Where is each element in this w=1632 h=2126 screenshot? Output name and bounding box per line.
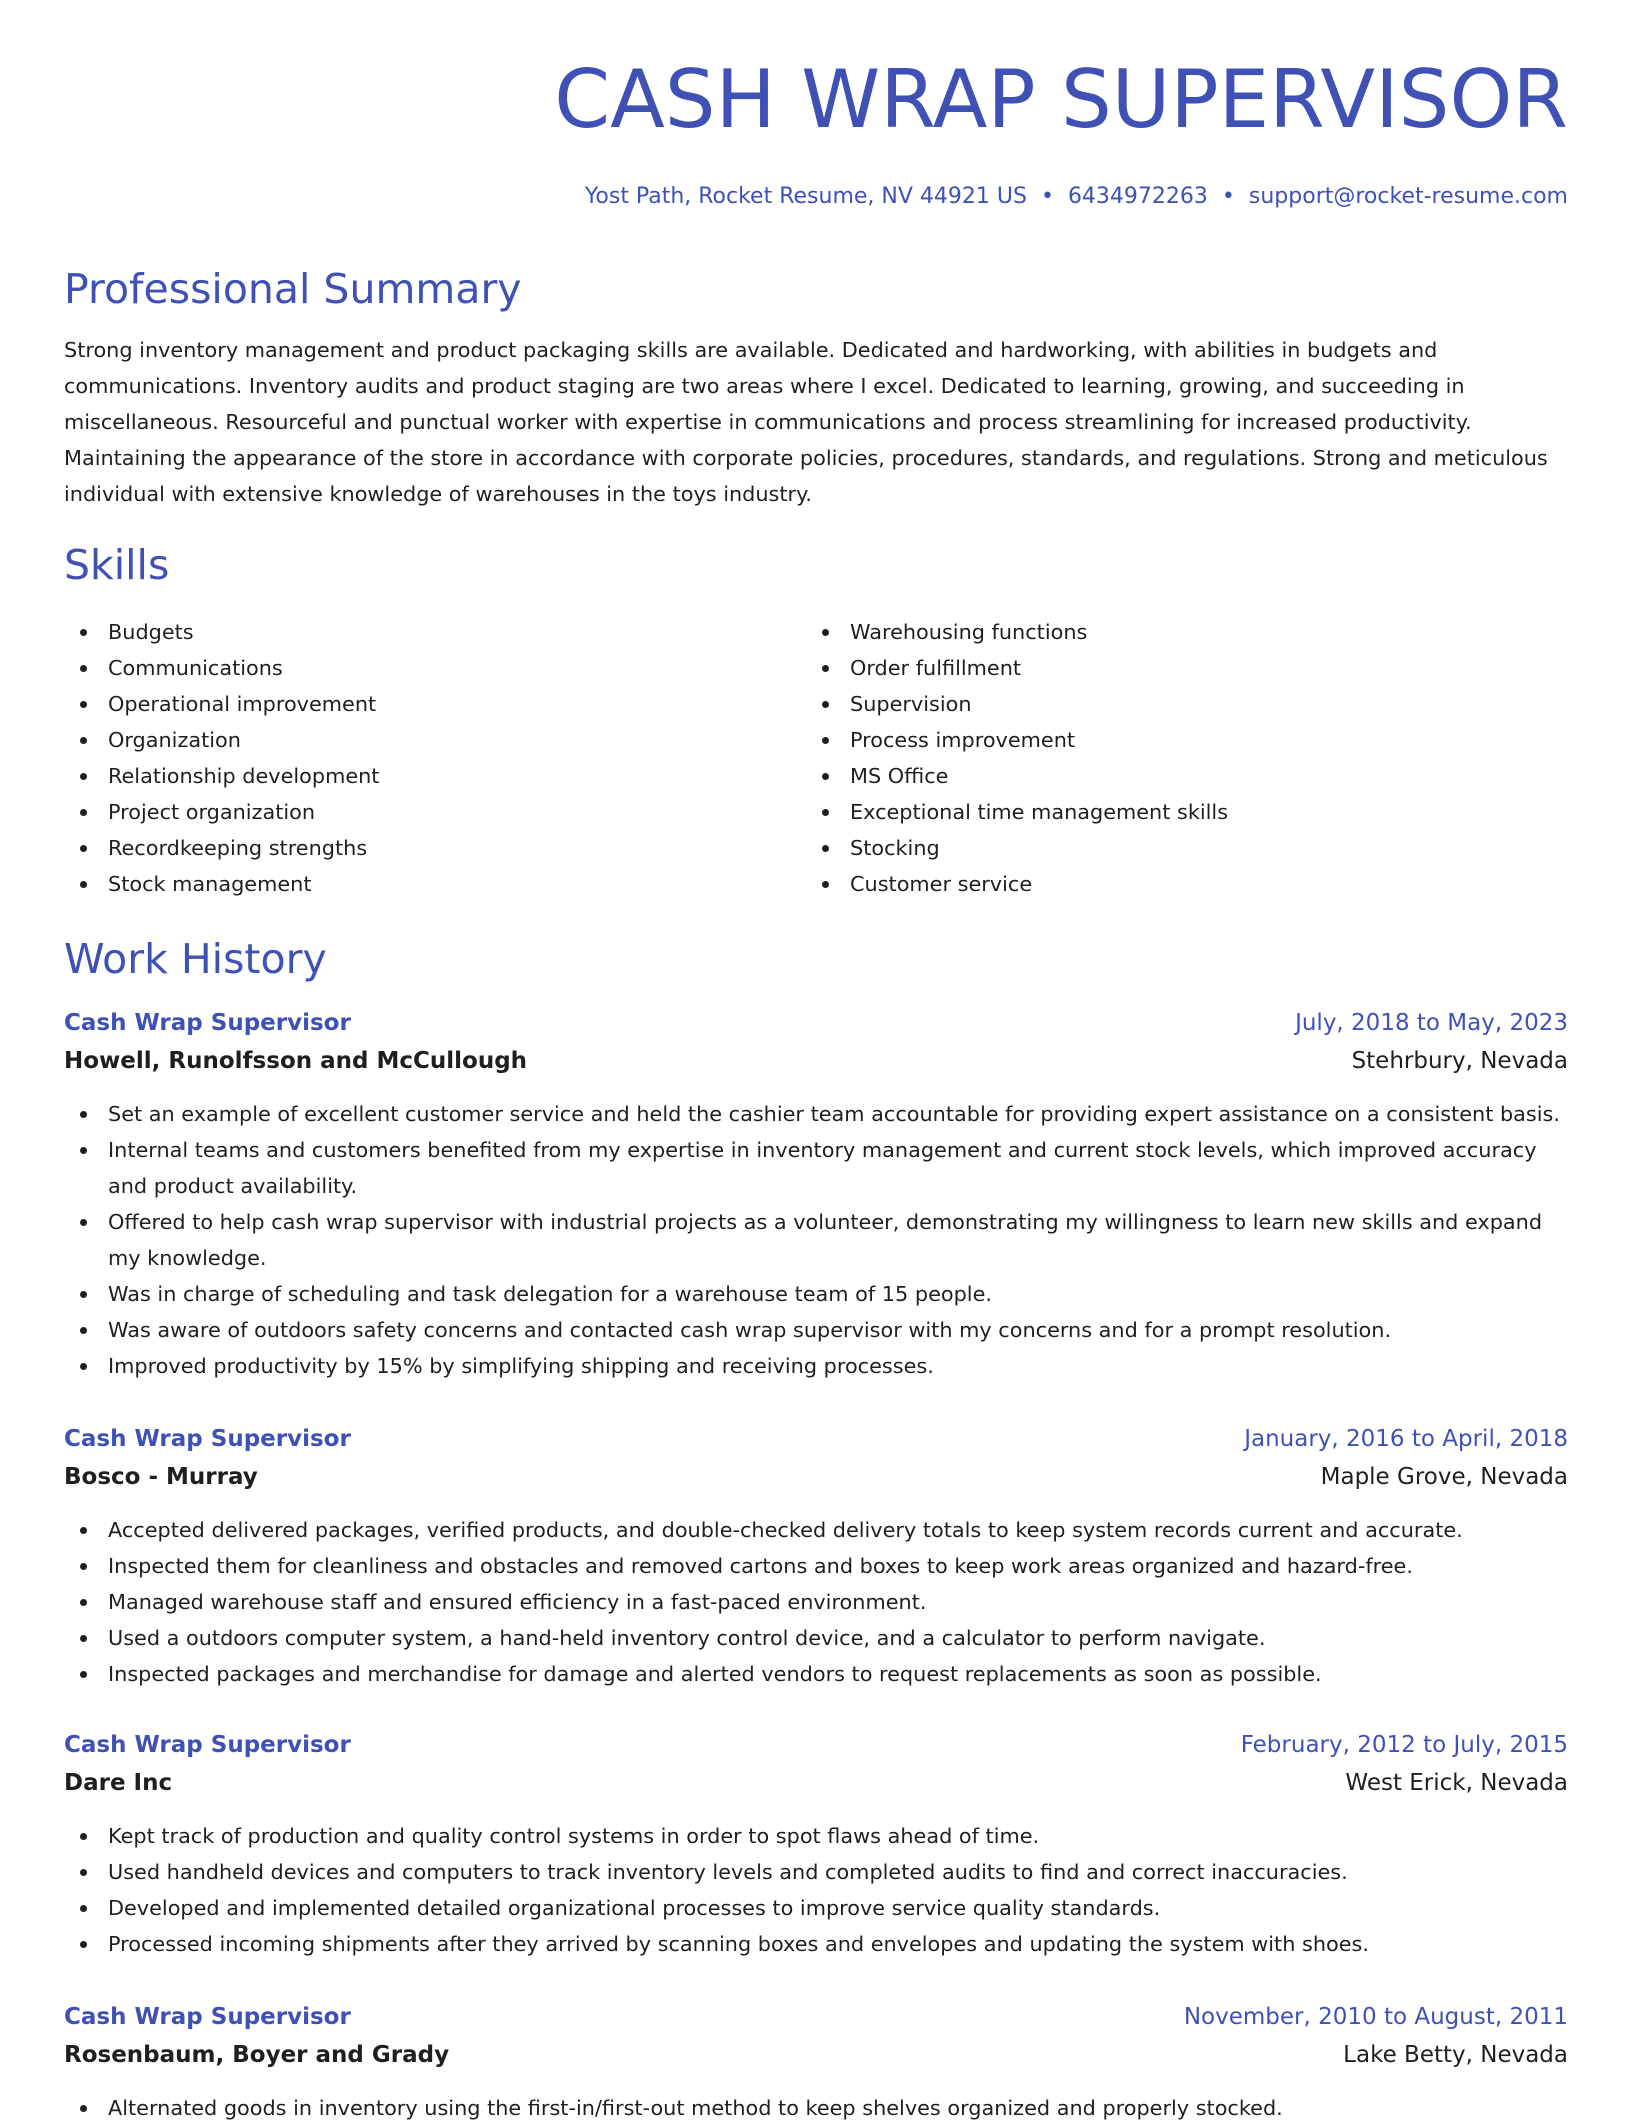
- work-history-heading: Work History: [64, 935, 327, 983]
- job-title: Cash Wrap Supervisor: [64, 1010, 351, 1036]
- job-bullet: Developed and implemented detailed organizational processes to improve service quality standards.: [64, 1890, 1568, 1926]
- contact-address: Yost Path, Rocket Resume, NV 44921 US: [584, 184, 1027, 209]
- skills-heading: Skills: [64, 541, 170, 589]
- job-bullet: Used a outdoors computer system, a hand-held inventory control device, and a calculator to perform navigate.: [64, 1620, 1568, 1656]
- job-dates: July, 2018 to May, 2023: [1295, 1010, 1568, 1036]
- skill-item: Operational improvement: [64, 686, 764, 722]
- contact-email: support@rocket-resume.com: [1248, 184, 1568, 209]
- job-bullet: Accepted delivered packages, verified products, and double-checked delivery totals to keep system records current and accurate.: [64, 1512, 1568, 1548]
- job-bullet: Processed incoming shipments after they arrived by scanning boxes and envelopes and updating the system with shoes.: [64, 1926, 1568, 1962]
- skill-item: Supervision: [806, 686, 1506, 722]
- skill-item: Warehousing functions: [806, 614, 1506, 650]
- skill-item: Exceptional time management skills: [806, 794, 1506, 830]
- skill-item: Budgets: [64, 614, 764, 650]
- job-dates: February, 2012 to July, 2015: [1240, 1732, 1568, 1758]
- job-bullet: Offered to help cash wrap supervisor with industrial projects as a volunteer, demonstrating my willingness to learn new skills and expand my knowledge.: [64, 1204, 1568, 1276]
- job-title: Cash Wrap Supervisor: [64, 1732, 351, 1758]
- skill-item: Order fulfillment: [806, 650, 1506, 686]
- job-bullet-list: [64, 1818, 1568, 1962]
- job-bullet: Was aware of outdoors safety concerns and contacted cash wrap supervisor with my concerns and for a prompt resolution.: [64, 1312, 1568, 1348]
- job-header-row: [64, 1998, 1568, 2036]
- contact-separator: •: [1040, 184, 1054, 209]
- job-company-row: [64, 2036, 1568, 2074]
- job-company: Dare Inc: [64, 1770, 173, 1796]
- job-entry: [64, 1998, 1568, 2126]
- job-bullet: Improved productivity by 15% by simplifying shipping and receiving processes.: [64, 1348, 1568, 1384]
- job-bullet: Set an example of excellent customer service and held the cashier team accountable for providing expert assistance on a consistent basis.: [64, 1096, 1568, 1132]
- skill-item: Stocking: [806, 830, 1506, 866]
- summary-text: Strong inventory management and product packaging skills are available. Dedicated and hardworking, with abilities in budgets and communications. Inventory audits and product staging are two areas where I excel. Dedicated to learning, growing, and succeeding in miscellaneous. Resourceful and punctual worker with expertise in communications and process streamlining for increased productivity. Maintaining the appearance of the store in accordance with corporate policies, procedures, standards, and regulations. Strong and meticulous individual with extensive knowledge of warehouses in the toys industry.: [64, 338, 1548, 506]
- job-location: Stehrbury, Nevada: [1351, 1048, 1568, 1074]
- job-company-row: [64, 1042, 1568, 1080]
- skill-item: Customer service: [806, 866, 1506, 902]
- skills-list-right: [806, 614, 1506, 902]
- job-bullet: Internal teams and customers benefited from my expertise in inventory management and current stock levels, which improved accuracy and product availability.: [64, 1132, 1568, 1204]
- job-bullet: Managed warehouse staff and ensured efficiency in a fast-paced environment.: [64, 1584, 1568, 1620]
- skill-item: Organization: [64, 722, 764, 758]
- skill-item: Process improvement: [806, 722, 1506, 758]
- job-bullet: Alternated goods in inventory using the first-in/first-out method to keep shelves organized and properly stocked.: [64, 2090, 1568, 2126]
- job-bullet: Inspected packages and merchandise for damage and alerted vendors to request replacements as soon as possible.: [64, 1656, 1568, 1692]
- skill-item: Project organization: [64, 794, 764, 830]
- job-company-row: [64, 1764, 1568, 1802]
- contact-separator: •: [1221, 184, 1235, 209]
- job-location: West Erick, Nevada: [1345, 1770, 1568, 1796]
- summary-heading: Professional Summary: [64, 265, 522, 313]
- job-bullet-list: [64, 2090, 1568, 2126]
- skill-item: Communications: [64, 650, 764, 686]
- job-company: Bosco - Murray: [64, 1464, 258, 1490]
- job-location: Maple Grove, Nevada: [1320, 1464, 1568, 1490]
- job-bullet: Kept track of production and quality control systems in order to spot flaws ahead of time.: [64, 1818, 1568, 1854]
- contact-phone: 6434972263: [1067, 184, 1208, 209]
- job-title: Cash Wrap Supervisor: [64, 2004, 351, 2030]
- job-entry: [64, 1420, 1568, 1692]
- skill-item: Relationship development: [64, 758, 764, 794]
- job-header-row: [64, 1726, 1568, 1764]
- job-company: Howell, Runolfsson and McCullough: [64, 1048, 528, 1074]
- resume-name-heading: CASH WRAP SUPERVISOR: [554, 53, 1568, 146]
- skill-item: MS Office: [806, 758, 1506, 794]
- contact-line: [585, 180, 1568, 214]
- job-dates: November, 2010 to August, 2011: [1183, 2004, 1568, 2030]
- job-dates: January, 2016 to April, 2018: [1244, 1426, 1568, 1452]
- job-location: Lake Betty, Nevada: [1343, 2042, 1568, 2068]
- skill-item: Recordkeeping strengths: [64, 830, 764, 866]
- job-bullet: Inspected them for cleanliness and obstacles and removed cartons and boxes to keep work areas organized and hazard-free.: [64, 1548, 1568, 1584]
- skill-item: Stock management: [64, 866, 764, 902]
- job-entry: [64, 1004, 1568, 1384]
- job-bullet-list: [64, 1512, 1568, 1692]
- job-company: Rosenbaum, Boyer and Grady: [64, 2042, 450, 2068]
- job-header-row: [64, 1420, 1568, 1458]
- job-bullet: Was in charge of scheduling and task delegation for a warehouse team of 15 people.: [64, 1276, 1568, 1312]
- skills-list-left: [64, 614, 764, 902]
- job-bullet: Used handheld devices and computers to track inventory levels and completed audits to find and correct inaccuracies.: [64, 1854, 1568, 1890]
- job-header-row: [64, 1004, 1568, 1042]
- job-entry: [64, 1726, 1568, 1962]
- job-bullet-list: [64, 1096, 1568, 1384]
- job-company-row: [64, 1458, 1568, 1496]
- job-title: Cash Wrap Supervisor: [64, 1426, 351, 1452]
